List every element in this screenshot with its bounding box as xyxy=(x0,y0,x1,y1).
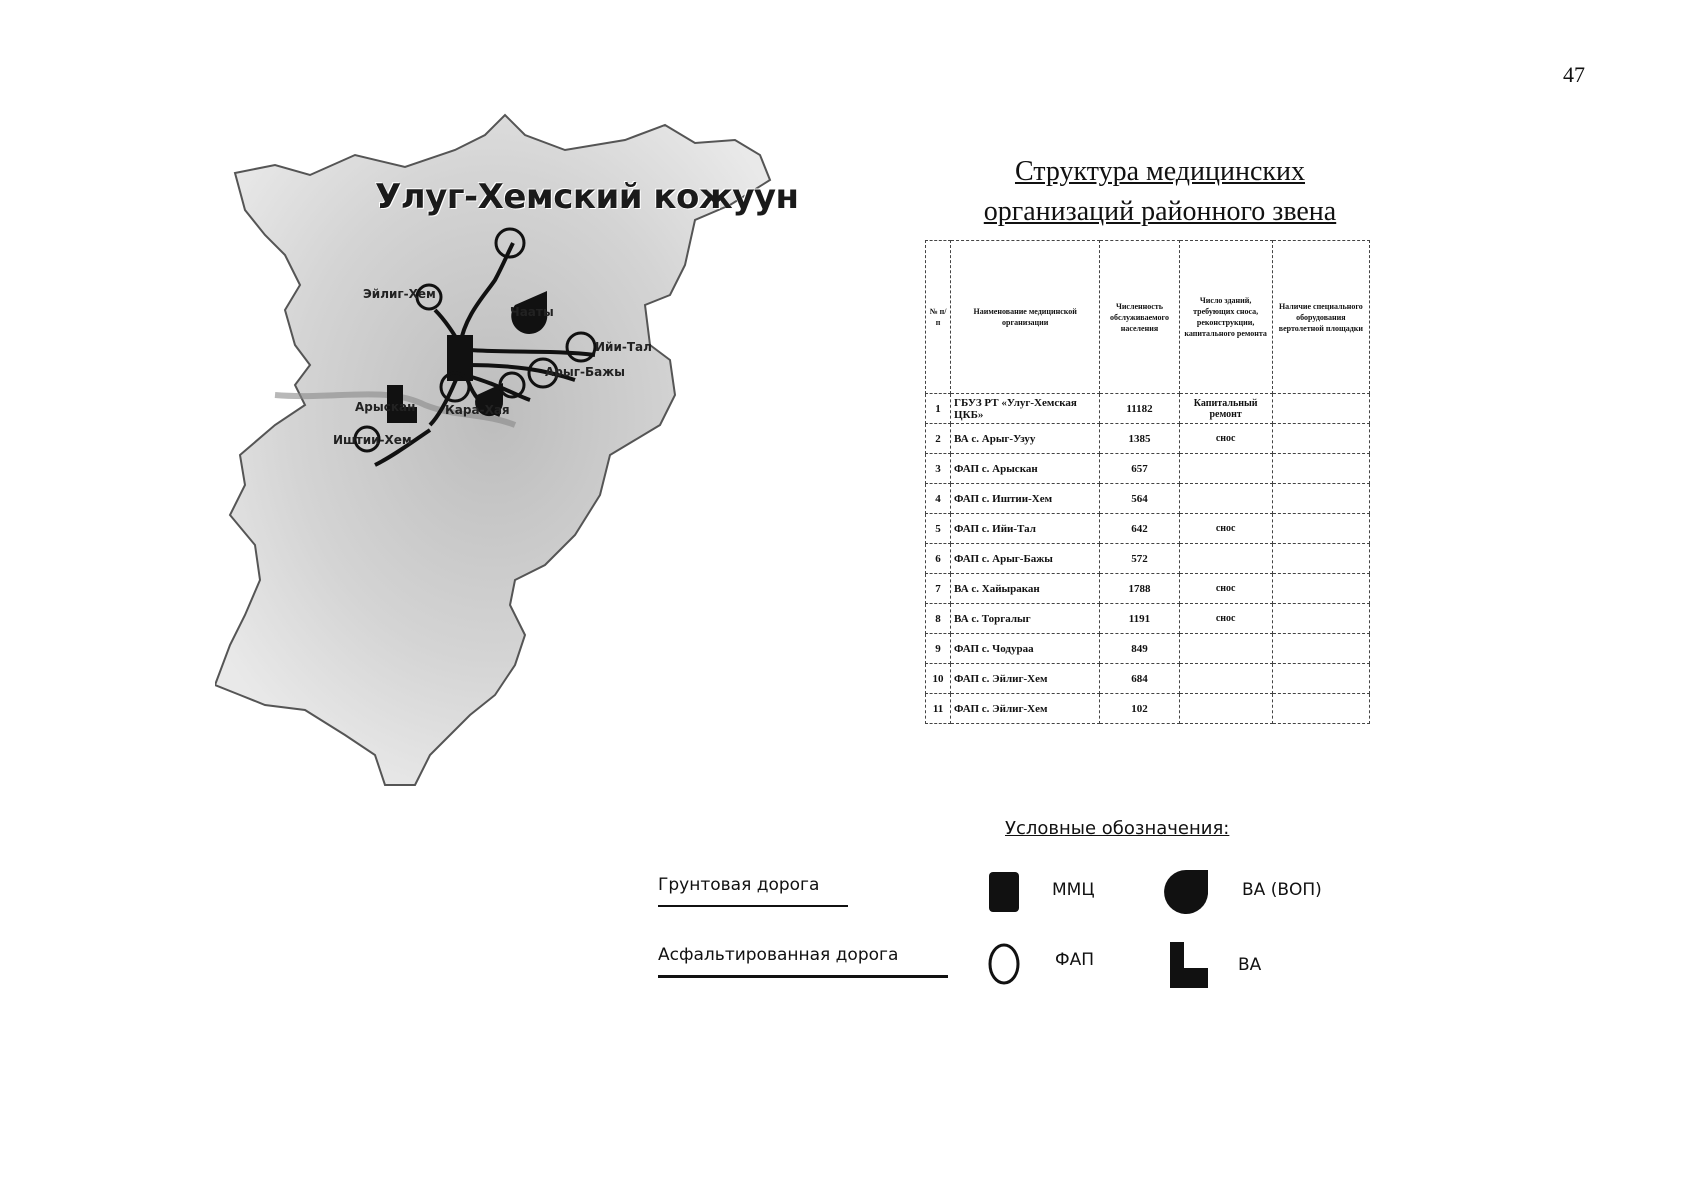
legend-mmc-icon xyxy=(985,868,1025,916)
table-row xyxy=(926,544,1370,574)
header-pop: Численность обслуживаемого населения xyxy=(1100,241,1179,394)
table-body xyxy=(926,394,1370,724)
table-row xyxy=(926,394,1370,424)
table-title xyxy=(950,152,1370,232)
cell-name: ВА с. Арыг-Узуу xyxy=(951,424,1100,454)
legend-asphalt-road-label: Асфальтированная дорога xyxy=(658,945,899,965)
page-number: 47 xyxy=(1563,62,1585,87)
cell-equip xyxy=(1272,424,1369,454)
cell-equip xyxy=(1272,484,1369,514)
cell-need: снос xyxy=(1179,604,1272,634)
cell-num: 6 xyxy=(926,544,951,574)
cell-pop: 642 xyxy=(1100,514,1179,544)
cell-pop: 102 xyxy=(1100,694,1179,724)
table-row xyxy=(926,484,1370,514)
cell-equip xyxy=(1272,454,1369,484)
header-num: № п/п xyxy=(926,241,951,394)
cell-equip xyxy=(1272,394,1369,424)
cell-need xyxy=(1179,694,1272,724)
map-title: Улуг-Хемский кожуун xyxy=(375,177,799,217)
legend-mmc-label: ММЦ xyxy=(1052,880,1095,900)
place-label: Арыскан xyxy=(355,400,416,414)
cell-equip xyxy=(1272,514,1369,544)
legend-fap-label: ФАП xyxy=(1055,950,1095,970)
cell-num: 9 xyxy=(926,634,951,664)
cell-pop: 572 xyxy=(1100,544,1179,574)
cell-pop: 1385 xyxy=(1100,424,1179,454)
cell-need xyxy=(1179,484,1272,514)
legend-asphalt-road-line xyxy=(658,975,948,978)
table-title-line2: организаций районного звена xyxy=(983,196,1337,227)
cell-num: 3 xyxy=(926,454,951,484)
cell-pop: 1788 xyxy=(1100,574,1179,604)
cell-num: 10 xyxy=(926,664,951,694)
cell-pop: 849 xyxy=(1100,634,1179,664)
cell-need xyxy=(1179,454,1272,484)
cell-name: ФАП с. Арыг-Бажы xyxy=(951,544,1100,574)
cell-need: снос xyxy=(1179,424,1272,454)
legend-title: Условные обозначения: xyxy=(1005,818,1230,839)
cell-name: ФАП с. Арыскан xyxy=(951,454,1100,484)
cell-name: ФАП с. Иштии-Хем xyxy=(951,484,1100,514)
legend-dirt-road-line xyxy=(658,905,848,907)
cell-pop: 1191 xyxy=(1100,604,1179,634)
cell-name: ФАП с. Чодураа xyxy=(951,634,1100,664)
place-label: Ийи-Тал xyxy=(595,340,652,354)
cell-equip xyxy=(1272,604,1369,634)
cell-need xyxy=(1179,664,1272,694)
table-row xyxy=(926,604,1370,634)
cell-name: ВА с. Торгалыг xyxy=(951,604,1100,634)
cell-need: Капитальный ремонт xyxy=(1179,394,1272,424)
table-row xyxy=(926,574,1370,604)
legend-fap-icon xyxy=(985,940,1025,988)
cell-equip xyxy=(1272,574,1369,604)
cell-num: 5 xyxy=(926,514,951,544)
cell-equip xyxy=(1272,634,1369,664)
table-row xyxy=(926,514,1370,544)
header-name: Наименование медицинской организации xyxy=(951,241,1100,394)
place-label: Эйлиг-Хем xyxy=(363,287,436,301)
table-row xyxy=(926,664,1370,694)
organizations-table xyxy=(925,240,1370,724)
legend-va-vop-label: ВА (ВОП) xyxy=(1242,880,1322,900)
place-label: Иштии-Хем xyxy=(333,433,412,447)
cell-pop: 684 xyxy=(1100,664,1179,694)
cell-need: снос xyxy=(1179,574,1272,604)
cell-equip xyxy=(1272,694,1369,724)
legend-va-vop-icon xyxy=(1160,866,1212,918)
table-row xyxy=(926,634,1370,664)
cell-pop: 11182 xyxy=(1100,394,1179,424)
place-label: Арыг-Бажы xyxy=(545,365,626,379)
header-equip: Наличие специального оборудования вертолетной площадки xyxy=(1272,241,1369,394)
cell-equip xyxy=(1272,664,1369,694)
cell-pop: 564 xyxy=(1100,484,1179,514)
cell-num: 11 xyxy=(926,694,951,724)
cell-num: 2 xyxy=(926,424,951,454)
cell-pop: 657 xyxy=(1100,454,1179,484)
cell-need xyxy=(1179,544,1272,574)
cell-name: ГБУЗ РТ «Улуг-Хемская ЦКБ» xyxy=(951,394,1100,424)
cell-name: ФАП с. Эйлиг-Хем xyxy=(951,694,1100,724)
place-label: Кара-Хая xyxy=(445,403,510,417)
cell-name: ФАП с. Ийи-Тал xyxy=(951,514,1100,544)
cell-name: ВА с. Хайыракан xyxy=(951,574,1100,604)
legend-va-label: ВА xyxy=(1238,955,1262,975)
cell-equip xyxy=(1272,544,1369,574)
table-row xyxy=(926,694,1370,724)
cell-num: 1 xyxy=(926,394,951,424)
district-map xyxy=(215,95,815,820)
table-row xyxy=(926,424,1370,454)
cell-name: ФАП с. Эйлиг-Хем xyxy=(951,664,1100,694)
cell-num: 4 xyxy=(926,484,951,514)
header-need: Число зданий, требующих сноса, реконструкции, капитального ремонта xyxy=(1179,241,1272,394)
cell-need xyxy=(1179,634,1272,664)
cell-num: 8 xyxy=(926,604,951,634)
cell-num: 7 xyxy=(926,574,951,604)
place-label: Чааты xyxy=(510,305,554,319)
legend-va-icon xyxy=(1168,940,1212,990)
table-title-line1: Структура медицинских xyxy=(1014,156,1306,187)
cell-need: снос xyxy=(1179,514,1272,544)
legend-dirt-road-label: Грунтовая дорога xyxy=(658,875,820,895)
table-row xyxy=(926,454,1370,484)
